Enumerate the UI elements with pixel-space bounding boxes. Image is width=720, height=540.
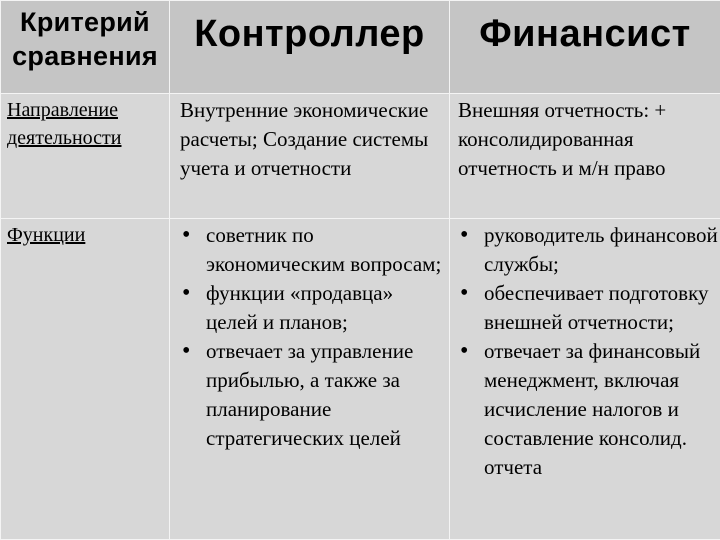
controller-cell	[170, 94, 450, 219]
financier-cell	[450, 94, 720, 219]
controller-direction-text: Внутренние экономические расчеты; Создание системы учета и отчетности	[180, 98, 429, 180]
financier-direction-text: Внешняя отчетность: + консолидированная отчетность и м/н право	[458, 98, 667, 180]
header-controller: Контроллер	[194, 13, 425, 55]
row-label-cell	[1, 94, 170, 219]
financier-functions	[450, 219, 720, 482]
row-label-cell	[1, 219, 170, 540]
header-criterion: Критерий сравнения	[12, 7, 158, 71]
list-item: • советник по экономическим вопросам;	[180, 221, 447, 279]
header-financier: Финансист	[479, 13, 691, 55]
table-row	[1, 94, 720, 219]
list-item: • отвечает за финансовый менеджмент, включая исчисление налогов и составление консолид. отчета	[458, 337, 718, 482]
controller-functions-list	[180, 221, 447, 453]
row-label-direction: Направление деятельности	[7, 99, 122, 149]
list-item: • руководитель финансовой службы;	[458, 221, 718, 279]
header-financier-cell	[450, 1, 720, 94]
header-controller-cell	[170, 1, 450, 94]
header-criterion-cell	[1, 1, 170, 94]
table-row	[1, 219, 720, 540]
list-item: • функции «продавца» целей и планов;	[180, 279, 447, 337]
list-item: • отвечает за управление прибылью, а также за планирование стратегических целей	[180, 337, 447, 453]
controller-cell	[170, 219, 450, 540]
financier-cell	[450, 219, 720, 540]
header-row	[1, 1, 720, 94]
financier-functions-list	[458, 221, 718, 482]
controller-functions	[170, 219, 449, 453]
row-label-functions: Функции	[7, 224, 86, 246]
list-item: • обеспечивает подготовку внешней отчетности;	[458, 279, 718, 337]
